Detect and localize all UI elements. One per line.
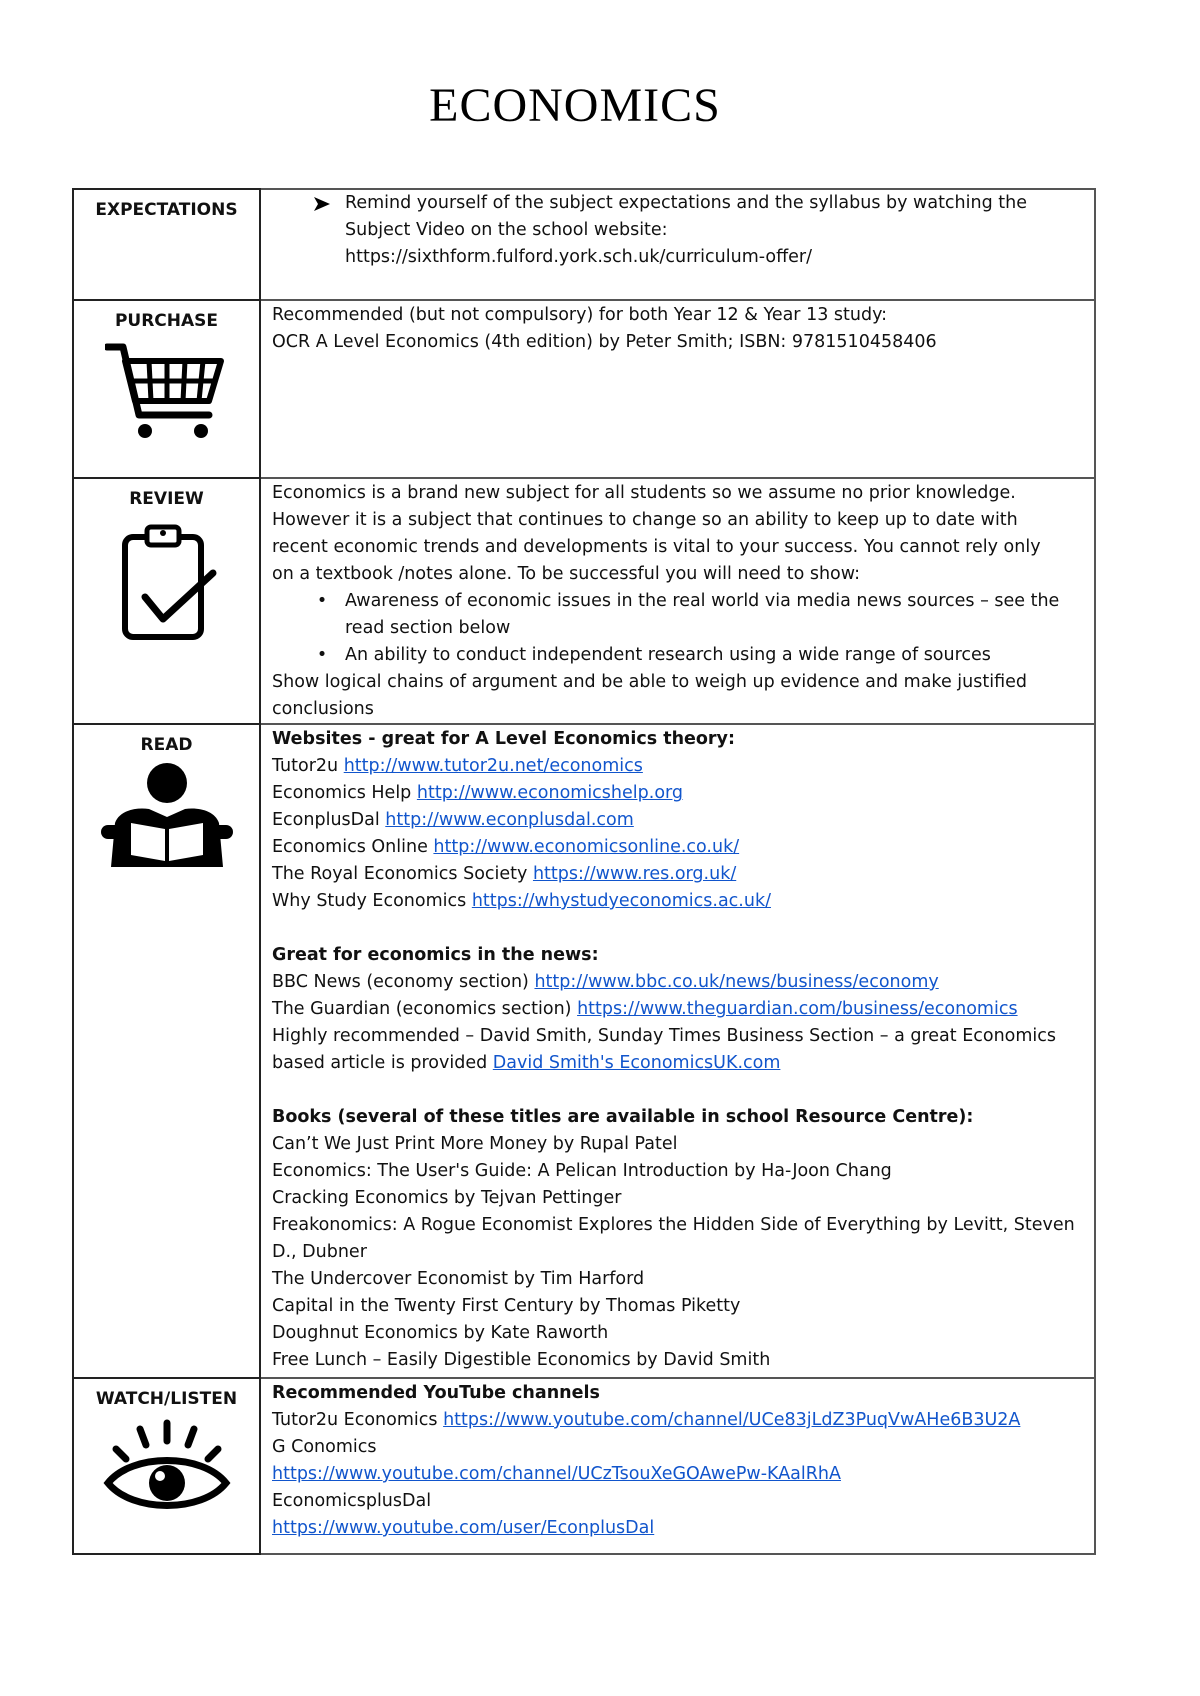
website-link[interactable]: http://www.economicshelp.org (416, 783, 684, 803)
news-source-name: The Guardian (economics section) (272, 999, 572, 1019)
expectations-text-line1: Remind yourself of the subject expectations and the syllabus by watching the (345, 193, 1027, 213)
website-name: Economics Online (272, 837, 428, 857)
economicsuk-link[interactable]: David Smith's EconomicsUK.com (492, 1053, 781, 1073)
list-item (272, 588, 1084, 642)
review-paragraph-line2: However it is a subject that continues to change so an ability to keep up to date with (272, 510, 1018, 530)
resource-table (72, 188, 1096, 1555)
list-item (272, 642, 1084, 669)
row-purchase (73, 300, 1095, 478)
row-expectations (73, 189, 1095, 300)
watch-label: WATCH/LISTEN (95, 1389, 238, 1409)
review-paragraph-line1: Economics is a brand new subject for all students so we assume no prior knowledge. (272, 483, 1016, 503)
expectations-label: EXPECTATIONS (95, 200, 238, 220)
label-cell-read (73, 724, 260, 1378)
list-item: The Undercover Economist by Tim Harford (272, 1269, 645, 1289)
label-cell-watch (73, 1378, 260, 1554)
website-name: Tutor2u (272, 756, 339, 776)
content-cell-expectations (260, 189, 1095, 300)
list-item: Cracking Economics by Tejvan Pettinger (272, 1188, 622, 1208)
list-item (272, 834, 1084, 861)
expectations-list (272, 190, 1084, 271)
website-name: EconplusDal (272, 810, 380, 830)
list-item (272, 861, 1084, 888)
list-item: Capital in the Twenty First Century by Thomas Piketty (272, 1296, 741, 1316)
content-cell-read (260, 724, 1095, 1378)
website-link[interactable]: http://www.tutor2u.net/economics (343, 756, 643, 776)
youtube-link[interactable]: https://www.youtube.com/user/EconplusDal (272, 1518, 655, 1538)
review-bullet-text: Awareness of economic issues in the real world via media news sources – see the read section below (345, 591, 1060, 638)
review-closing: Show logical chains of argument and be able to weigh up evidence and make justified conclusions (272, 672, 1027, 719)
list-item (272, 1407, 1084, 1434)
website-name: Why Study Economics (272, 891, 467, 911)
bullet-dot-icon: • (316, 591, 328, 611)
channel-name: G Conomics (272, 1437, 377, 1457)
purchase-line1: Recommended (but not compulsory) for both Year 12 & Year 13 study: (272, 305, 888, 325)
label-cell-purchase (73, 300, 260, 478)
read-news-heading: Great for economics in the news: (272, 945, 599, 965)
channel-name: Tutor2u Economics (272, 1410, 438, 1430)
list-item: Freakonomics: A Rogue Economist Explores the Hidden Side of Everything by Levitt, Steven D., Dubner (272, 1215, 1075, 1262)
channel-name: EconomicsplusDal (272, 1491, 432, 1511)
page-title: ECONOMICS (429, 79, 721, 132)
news-link[interactable]: https://www.theguardian.com/business/economics (577, 999, 1018, 1019)
row-read (73, 724, 1095, 1378)
watch-heading: Recommended YouTube channels (272, 1383, 600, 1403)
clipboard-check-icon (74, 523, 259, 641)
website-name: The Royal Economics Society (272, 864, 528, 884)
review-paragraph-line3: recent economic trends and developments is vital to your success. You cannot rely only (272, 537, 1041, 557)
website-link[interactable]: http://www.economicsonline.co.uk/ (433, 837, 740, 857)
news-link[interactable]: http://www.bbc.co.uk/news/business/economy (534, 972, 939, 992)
content-cell-purchase (260, 300, 1095, 478)
list-item (272, 969, 1084, 996)
website-name: Economics Help (272, 783, 412, 803)
content-cell-watch (260, 1378, 1095, 1554)
highly-recommended (272, 1023, 1084, 1077)
row-watch-listen (73, 1378, 1095, 1554)
read-websites-heading: Websites - great for A Level Economics theory: (272, 729, 735, 749)
review-bullet-text: An ability to conduct independent research using a wide range of sources (345, 645, 991, 665)
youtube-link[interactable]: https://www.youtube.com/channel/UCzTsouXeGOAwePw-KAalRhA (272, 1464, 841, 1484)
review-paragraph-line4: on a textbook /notes alone. To be successful you will need to show: (272, 564, 861, 584)
list-item: Economics: The User's Guide: A Pelican Introduction by Ha-Joon Chang (272, 1161, 892, 1181)
expectations-item (272, 190, 1084, 271)
expectations-text-line2: Subject Video on the school website: (345, 220, 668, 240)
read-books-heading: Books (several of these titles are available in school Resource Centre): (272, 1107, 974, 1127)
list-item (272, 753, 1084, 780)
youtube-link[interactable]: https://www.youtube.com/channel/UCe83jLdZ3PuqVwAHe6B3U2A (443, 1410, 1021, 1430)
website-link[interactable]: https://www.res.org.uk/ (532, 864, 737, 884)
review-bullet-list (272, 588, 1084, 669)
bullet-dot-icon: • (316, 645, 328, 665)
expectations-url[interactable]: https://sixthform.fulford.york.sch.uk/curriculum-offer/ (345, 247, 813, 267)
read-label: READ (140, 735, 193, 755)
website-link[interactable]: http://www.econplusdal.com (385, 810, 634, 830)
shopping-cart-icon (74, 337, 259, 441)
review-label: REVIEW (129, 489, 204, 509)
purchase-line2: OCR A Level Economics (4th edition) by Peter Smith; ISBN: 9781510458406 (272, 332, 937, 352)
label-cell-review (73, 478, 260, 724)
news-source-name: BBC News (economy section) (272, 972, 529, 992)
website-link[interactable]: https://whystudyeconomics.ac.uk/ (471, 891, 771, 911)
purchase-label: PURCHASE (114, 311, 219, 331)
row-review (73, 478, 1095, 724)
list-item (272, 996, 1084, 1023)
reading-person-icon (74, 761, 259, 873)
list-item (272, 780, 1084, 807)
list-item (272, 888, 1084, 915)
label-cell-expectations (73, 189, 260, 300)
list-item: Can’t We Just Print More Money by Rupal Patel (272, 1134, 678, 1154)
highly-recommended-text: Highly recommended – David Smith, Sunday Times Business Section – a great Economics based article is provided (272, 1026, 1057, 1073)
eye-icon (74, 1419, 259, 1515)
list-item: Free Lunch – Easily Digestible Economics by David Smith (272, 1350, 771, 1370)
arrow-bullet-icon (313, 190, 335, 221)
content-cell-review (260, 478, 1095, 724)
list-item (272, 807, 1084, 834)
list-item: Doughnut Economics by Kate Raworth (272, 1323, 609, 1343)
